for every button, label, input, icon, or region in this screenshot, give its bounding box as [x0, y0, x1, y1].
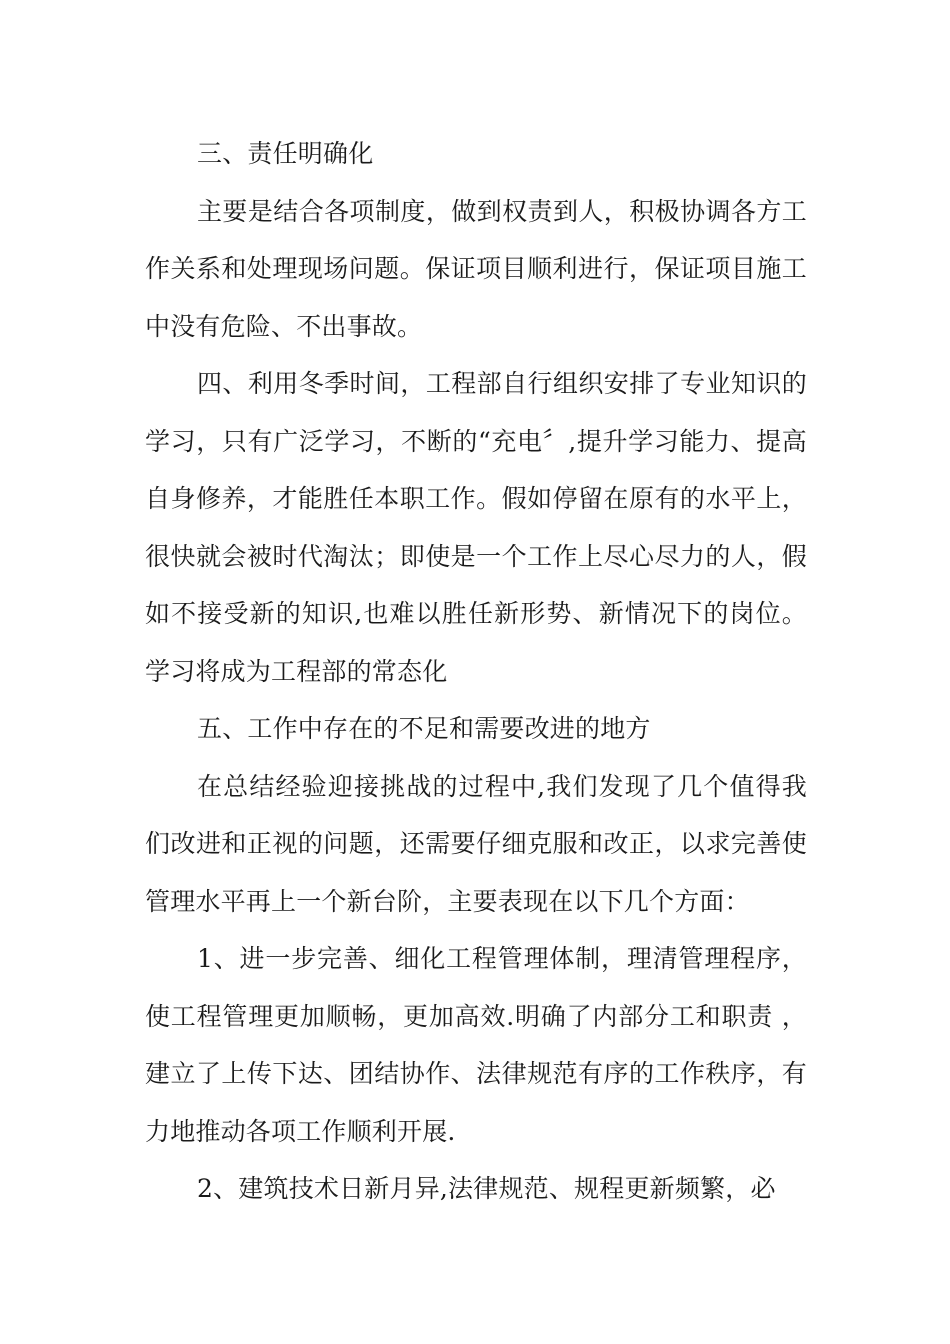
- paragraph-shortcomings-intro: 在总结经验迎接挑战的过程中,我们发现了几个值得我们改进和正视的问题，还需要仔细克服和改正，以求完善使管理水平再上一个新台阶，主要表现在以下几个方面：: [145, 771, 807, 916]
- paragraph-winter-study: 四、利用冬季时间，工程部自行组织安排了专业知识的学习，只有广泛学习，不断的“充电〞,提升学习能力、提高自身修养，才能胜任本职工作。假如停留在原有的水平上，很快就会被时代淘汰；即使是一个工作上尽心尽力的人，假如不接受新的知识,也难以胜任新形势、新情况下的岗位。学习将成为工程部的常态化: [145, 369, 807, 686]
- list-item-1: 1、进一步完善、细化工程管理体制，理清管理程序，使工程管理更加顺畅，更加高效.明确了内部分工和职责 ，建立了上传下达、团结协作、法律规范有序的工作秩序，有力地推动各项工作顺利开展.: [145, 944, 807, 1146]
- section-heading-shortcomings: 五、工作中存在的不足和需要改进的地方: [197, 714, 651, 743]
- paragraph-responsibility: 主要是结合各项制度，做到权责到人，积极协调各方工作关系和处理现场问题。保证项目顺利进行，保证项目施工中没有危险、不出事故。: [145, 196, 807, 341]
- list-item-2: 2、建筑技术日新月异,法律规范、规程更新频繁，必: [197, 1174, 776, 1203]
- document-body: [145, 125, 807, 1218]
- section-heading-responsibility: 三、责任明确化: [197, 139, 374, 168]
